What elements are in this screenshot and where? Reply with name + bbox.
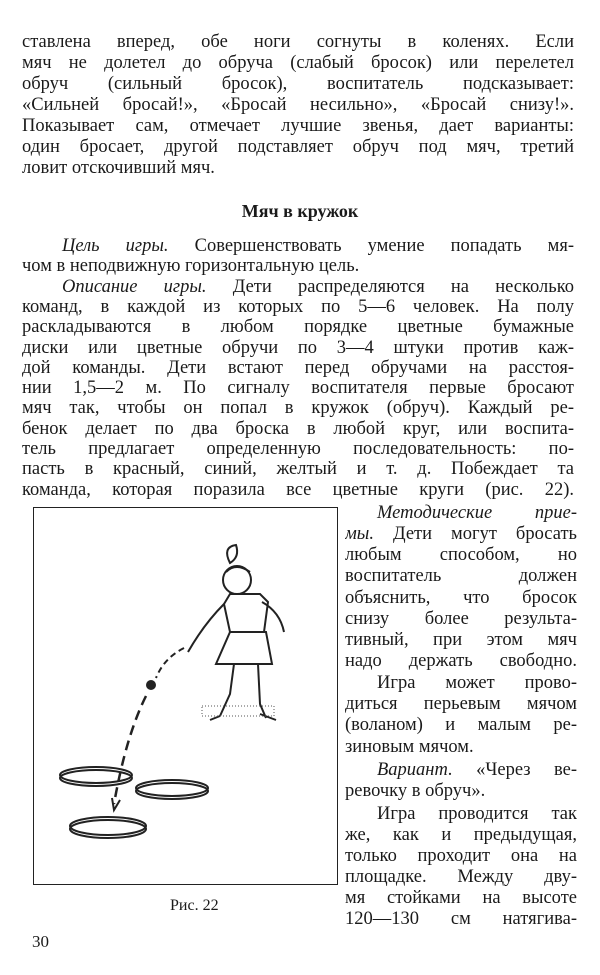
text-line: чом в неподвижную горизонтальную цель. bbox=[22, 256, 360, 276]
text-line: Игра проводится так bbox=[377, 804, 577, 824]
text-line: мяч так, чтобы он попал в кружок (обруч). Каждый ре- bbox=[22, 398, 574, 418]
text-line: диски или цветные обручи по 3—4 штуки против каж- bbox=[22, 338, 574, 358]
text-line: снизу более результа- bbox=[345, 609, 577, 629]
variant-label: Вариант. bbox=[377, 760, 453, 780]
text-line: один бросает, другой подставляет обруч под мяч, третий bbox=[22, 137, 574, 157]
text-line: Показывает сам, отмечает лучшие звенья, дает варианты: bbox=[22, 116, 574, 136]
text-line: тель предлагает определенную последовательность: по- bbox=[22, 439, 574, 459]
text-line: дой команды. Дети встают перед обручами на расстоя- bbox=[22, 358, 574, 378]
girl-throwing-ball-image bbox=[34, 508, 336, 883]
text-line: объяснить, что бросок bbox=[345, 588, 577, 608]
text-line: надо держать свободно. bbox=[345, 651, 577, 671]
methods-label: мы. bbox=[345, 524, 374, 544]
text-span: Совершенствовать умение попадать мя- bbox=[194, 236, 574, 256]
text-line: мя стойками на высоте bbox=[345, 888, 577, 908]
text-line: обруч (сильный бросок), воспитатель подсказывает: bbox=[22, 74, 574, 94]
text-line: Игра может прово- bbox=[377, 673, 577, 693]
text-line bbox=[345, 760, 577, 781]
text-line: зиновым мячом. bbox=[345, 737, 474, 757]
text-line bbox=[22, 236, 574, 256]
text-line: ревочку в обруч». bbox=[345, 781, 486, 801]
text-span: «Через ве- bbox=[476, 760, 577, 780]
text-line: «Сильней бросай!», «Бросай несильно», «Бросай снизу!». bbox=[22, 95, 574, 115]
text-line: бенок делает по два броска в любой круг, или воспита- bbox=[22, 419, 574, 439]
methods-label bbox=[345, 503, 577, 524]
text-line: 120—130 см натягива- bbox=[345, 909, 577, 929]
text-span: Дети распределяются на несколько bbox=[232, 277, 574, 297]
text-line: команда, которая поразила все цветные круги (рис. 22). bbox=[22, 480, 574, 500]
figure-illustration bbox=[33, 507, 338, 885]
figure-caption: Рис. 22 bbox=[170, 897, 219, 914]
text-line: же, как и предыдущая, bbox=[345, 825, 577, 845]
text-line: площадке. Между дву- bbox=[345, 867, 577, 887]
goal-label: Цель игры. bbox=[62, 236, 169, 256]
text-line bbox=[22, 277, 574, 297]
methods-label-text: Методические прие- bbox=[377, 503, 577, 523]
text-line: нии 1,5—2 м. По сигналу воспитателя первые бросают bbox=[22, 378, 574, 398]
text-line: ловит отскочивший мяч. bbox=[22, 158, 215, 178]
text-line: только проходит она на bbox=[345, 846, 577, 866]
description-label: Описание игры. bbox=[62, 277, 207, 297]
text-line: любым способом, но bbox=[345, 545, 577, 565]
text-line: команд, в каждой из которых по 5—6 человек. На полу bbox=[22, 297, 574, 317]
text-line: воспитатель должен bbox=[345, 566, 577, 586]
text-line bbox=[345, 524, 577, 545]
text-line: тивный, при этом мяч bbox=[345, 630, 577, 650]
text-line: пасть в красный, синий, желтый и т. д. Побеждает та bbox=[22, 459, 574, 479]
page-number: 30 bbox=[32, 932, 49, 951]
text-line: ставлена вперед, обе ноги согнуты в коленях. Если bbox=[22, 32, 574, 52]
text-line: (воланом) и малым ре- bbox=[345, 715, 577, 735]
section-title: Мяч в кружок bbox=[241, 201, 359, 221]
text-span: Дети могут бросать bbox=[392, 524, 577, 544]
text-line: раскладываются в любом порядке цветные бумажные bbox=[22, 317, 574, 337]
text-line: мяч не долетел до обруча (слабый бросок) или перелетел bbox=[22, 53, 574, 73]
text-line: диться перьевым мячом bbox=[345, 694, 577, 714]
